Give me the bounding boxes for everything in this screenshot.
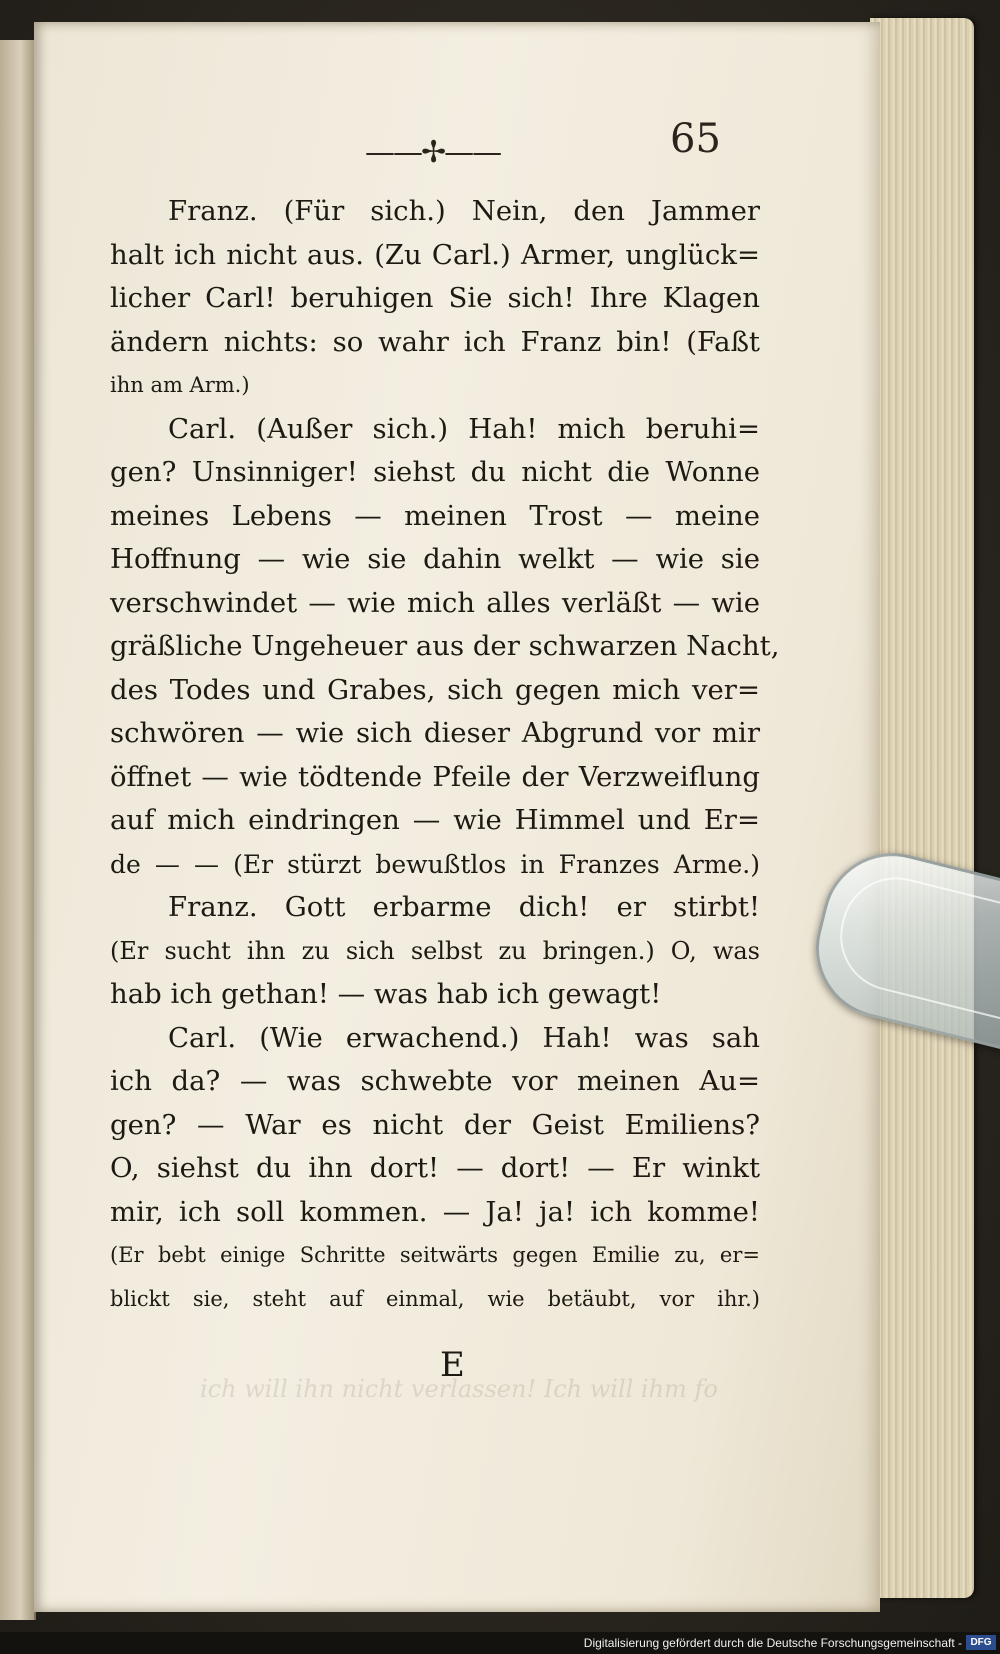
text-line: des Todes und Grabes, sich gegen mich ver= xyxy=(110,673,760,706)
text-line: ich da? — was schwebte vor meinen Au= xyxy=(110,1065,760,1097)
text-line: (Er sucht ihn zu sich selbst zu bringen.) O, was xyxy=(110,936,760,965)
text-line: verschwindet — wie mich alles verläßt — wie xyxy=(110,586,760,619)
text-line: gräßliche Ungeheuer aus der schwarzen Nacht, xyxy=(110,630,780,662)
text-line: schwören — wie sich dieser Abgrund vor mir xyxy=(110,717,760,749)
text-line: licher Carl! beruhigen Sie sich! Ihre Klagen xyxy=(110,282,760,314)
page-stack-edge xyxy=(870,18,974,1598)
text-line: meines Lebens — meinen Trost — meine xyxy=(110,499,760,532)
text-line: halt ich nicht aus. (Zu Carl.) Armer, unglück= xyxy=(110,238,760,271)
text-line: mir, ich soll kommen. — Ja! ja! ich komme! xyxy=(110,1195,760,1228)
footer-credit: Digitalisierung gefördert durch die Deutsche Forschungsgemeinschaft - xyxy=(583,1636,962,1650)
left-page-edge xyxy=(0,40,36,1620)
header-ornament: ——✢—— xyxy=(365,135,501,170)
bleed-through-text: ich will ihn nicht verlassen! Ich will ihm fo xyxy=(200,1375,718,1403)
page-clip-highlight xyxy=(829,866,1000,1024)
text-line: Carl. (Wie erwachend.) Hah! was sah xyxy=(168,1021,760,1054)
page-number: 65 xyxy=(670,116,721,162)
text-line: hab ich gethan! — was hab ich gewagt! xyxy=(110,978,662,1010)
text-line: gen? — War es nicht der Geist Emiliens? xyxy=(110,1108,760,1141)
text-line: (Er bebt einige Schritte seitwärts gegen Emilie zu, er= xyxy=(110,1243,760,1267)
text-line: Carl. (Außer sich.) Hah! mich beruhi= xyxy=(168,412,760,445)
text-line: de — — (Er stürzt bewußtlos in Franzes Arme.) xyxy=(110,849,760,879)
text-line: O, siehst du ihn dort! — dort! — Er winkt xyxy=(110,1152,760,1184)
text-block xyxy=(110,190,780,1321)
catchword: E xyxy=(440,1345,465,1385)
text-line: gen? Unsinniger! siehst du nicht die Wonne xyxy=(110,456,760,488)
text-line: auf mich eindringen — wie Himmel und Er= xyxy=(110,804,760,836)
dfg-logo-icon: DFG xyxy=(966,1635,996,1650)
text-line: Franz. (Für sich.) Nein, den Jammer xyxy=(168,195,760,227)
text-line: ändern nichts: so wahr ich Franz bin! (Faßt xyxy=(110,325,760,358)
text-line: öffnet — wie tödtende Pfeile der Verzweiflung xyxy=(110,760,760,793)
text-line: Franz. Gott erbarme dich! er stirbt! xyxy=(168,891,760,923)
text-line: blickt sie, steht auf einmal, wie betäubt, vor ihr.) xyxy=(110,1286,760,1311)
text-line: ihn am Arm.) xyxy=(110,373,250,397)
text-line: Hoffnung — wie sie dahin welkt — wie sie xyxy=(110,543,760,575)
